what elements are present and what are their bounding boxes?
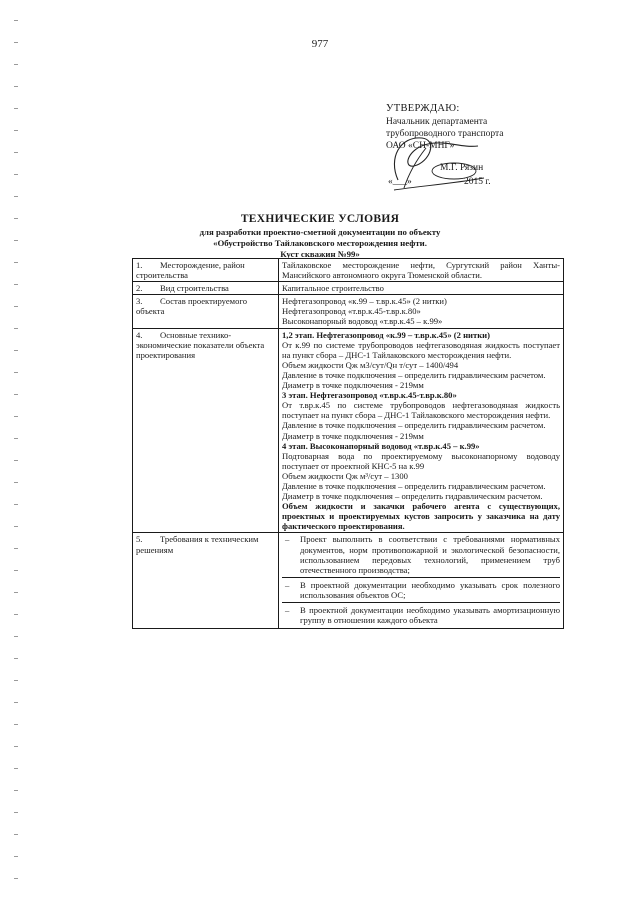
signatory-name: М.Г. Рязин (440, 163, 484, 173)
row-number: 1. (136, 260, 143, 270)
margin-tick (14, 614, 18, 615)
margin-tick (14, 262, 18, 263)
row-label: Месторождение, район строительства (136, 260, 245, 281)
parameter-text: Давление в точке подключения – определить гидравлическим расчетом. (282, 480, 546, 491)
handwritten-signature (380, 118, 490, 198)
stage-heading: 4 этап. Высоконапорный водовод «т.вр.к.45 – к.99» (282, 440, 480, 451)
row-number: 2. (136, 283, 143, 294)
margin-tick (14, 394, 18, 395)
list-item (282, 534, 560, 577)
parameter-text: От к.99 по системе трубопроводов нефтегазоводяная жидкость поступает на пункт сбора – ДНС-1 Тайлаковского месторождения нефти. (282, 339, 560, 360)
margin-tick (14, 548, 18, 549)
parameter-text: Подтоварная вода по проектируемому высоконапорному водоводу поступает от проектной КНС-5 на к.99 (282, 450, 560, 471)
row-label-cell (133, 533, 279, 629)
margin-tick (14, 218, 18, 219)
row-label: Состав проектируемого объекта (136, 296, 247, 317)
row-value-cell (279, 259, 564, 282)
margin-tick (14, 130, 18, 131)
row-value-cell (279, 533, 564, 629)
margin-tick (14, 680, 18, 681)
requirement-text: Проект выполнить в соответствии с требованиями нормативных документов, норм противопожарной и экологической безопасности, использованием передовых технологий, применением труб отечественного производства; (300, 534, 560, 575)
parameter-text: От т.вр.к.45 по системе трубопроводов нефтегазоводяная жидкость поступает на пункт сбора – ДНС-1 Тайлаковского месторождения нефти. (282, 400, 560, 421)
row-number: 3. (136, 296, 143, 307)
margin-tick (14, 878, 18, 879)
table-row (133, 282, 564, 295)
margin-tick (14, 482, 18, 483)
table-row (133, 259, 564, 282)
row-label-cell (133, 328, 279, 533)
emphasis-note: Объем жидкости и закачки рабочего агента с существующих, проектных и проектируемых кустов запросить у заказчика на дату фактического проектирования. (282, 501, 560, 532)
margin-tick (14, 768, 18, 769)
row-number: 5. (136, 534, 143, 545)
margin-tick (14, 306, 18, 307)
list-item (282, 580, 560, 603)
stage-heading: 3 этап. Нефтегазопровод «т.вр.к.45-т.вр.к.80» (282, 390, 457, 401)
margin-tick (14, 196, 18, 197)
margin-tick (14, 636, 18, 637)
approval-heading: УТВЕРЖДАЮ: (386, 103, 460, 114)
margin-tick (14, 746, 18, 747)
parameter-text: Объем жидкости Qж м3/сут/Qн т/сут – 1400/494 (282, 359, 459, 370)
page-number: 977 (311, 38, 329, 50)
margin-tick (14, 592, 18, 593)
margin-tick (14, 240, 18, 241)
row-value-cell (279, 295, 564, 328)
approval-date-year: 2015 г. (464, 177, 491, 187)
margin-tick (14, 790, 18, 791)
row-value-cell (279, 328, 564, 533)
title-object-name: «Обустройство Тайлаковского месторождения нефти. (213, 238, 427, 248)
margin-tick (14, 724, 18, 725)
row-label-cell (133, 282, 279, 295)
row-value-line: Высоконапорный водовод «т.вр.к.45 – к.99» (282, 316, 443, 327)
margin-tick (14, 438, 18, 439)
row-number: 4. (136, 329, 143, 340)
approval-position-line: трубопроводного транспорта (386, 129, 504, 139)
margin-tick (14, 856, 18, 857)
margin-tick (14, 174, 18, 175)
row-value-cell (279, 282, 564, 295)
technical-conditions-table (132, 258, 564, 629)
row-value-line: Нефтегазопровод «к.99 – т.вр.к.45» (2 нитки) (282, 296, 447, 307)
approval-position-line: Начальник департамента (386, 117, 488, 127)
parameter-text: Диаметр в точке подключения – определить гидравлическим расчетом. (282, 491, 543, 502)
margin-tick (14, 526, 18, 527)
row-value-line: Тайлаковское месторождение нефти, Сургутский район Ханты-Мансийского автономного округа Тюменской области. (282, 260, 560, 281)
margin-tick (14, 570, 18, 571)
dash-bullet-icon: – (285, 534, 290, 545)
row-label-cell (133, 259, 279, 282)
requirements-list (282, 534, 560, 627)
table-row (133, 328, 564, 533)
requirement-text: В проектной документации необходимо указывать амортизационную группу в отношении каждого объекта (300, 605, 560, 626)
title-subtitle: для разработки проектно-сметной документации по объекту (199, 227, 441, 237)
requirement-text: В проектной документации необходимо указывать срок полезного использования объектов ОС; (300, 579, 560, 600)
parameter-text: Давление в точке подключения – определить гидравлическим расчетом. (282, 420, 546, 431)
margin-tick (14, 108, 18, 109)
margin-tick (14, 416, 18, 417)
margin-tick (14, 460, 18, 461)
margin-tick (14, 658, 18, 659)
row-label: Основные технико-экономические показатели объекта проектирования (136, 329, 265, 360)
row-label-cell (133, 295, 279, 328)
margin-tick (14, 350, 18, 351)
margin-tick (14, 42, 18, 43)
margin-tick (14, 20, 18, 21)
row-value-line: Нефтегазопровод «т.вр.к.45-т.вр.к.80» (282, 306, 421, 317)
margin-tick (14, 152, 18, 153)
approval-company: ОАО «СН-МНГ» (386, 141, 455, 151)
margin-tick (14, 372, 18, 373)
margin-tick (14, 328, 18, 329)
margin-tick (14, 834, 18, 835)
stage-heading: 1,2 этап. Нефтегазопровод «к.99 – т.вр.к.45» (2 нитки) (282, 329, 490, 340)
row-value-line: Капитальное строительство (282, 283, 384, 294)
parameter-text: Объем жидкости Qж м³/сут – 1300 (282, 470, 408, 481)
document-title (150, 213, 490, 260)
margin-tick (14, 86, 18, 87)
list-item (282, 605, 560, 627)
parameter-text: Давление в точке подключения – определить гидравлическим расчетом. (282, 369, 546, 380)
approval-date-day: «___» (388, 177, 412, 187)
title-main: ТЕХНИЧЕСКИЕ УСЛОВИЯ (240, 213, 400, 225)
parameter-text: Диаметр в точке подключения - 219мм (282, 380, 424, 391)
parameter-text: Диаметр в точке подключения - 219мм (282, 430, 424, 441)
margin-tick (14, 64, 18, 65)
margin-tick (14, 284, 18, 285)
dash-bullet-icon: – (285, 605, 290, 615)
table-row (133, 533, 564, 629)
dash-bullet-icon: – (285, 579, 290, 590)
margin-tick (14, 702, 18, 703)
margin-tick (14, 504, 18, 505)
row-label: Вид строительства (160, 283, 229, 294)
table-row (133, 295, 564, 328)
row-label: Требования к техническим решениям (136, 534, 259, 555)
title-well-pad: Куст скважин №99» (280, 249, 360, 259)
margin-tick (14, 812, 18, 813)
